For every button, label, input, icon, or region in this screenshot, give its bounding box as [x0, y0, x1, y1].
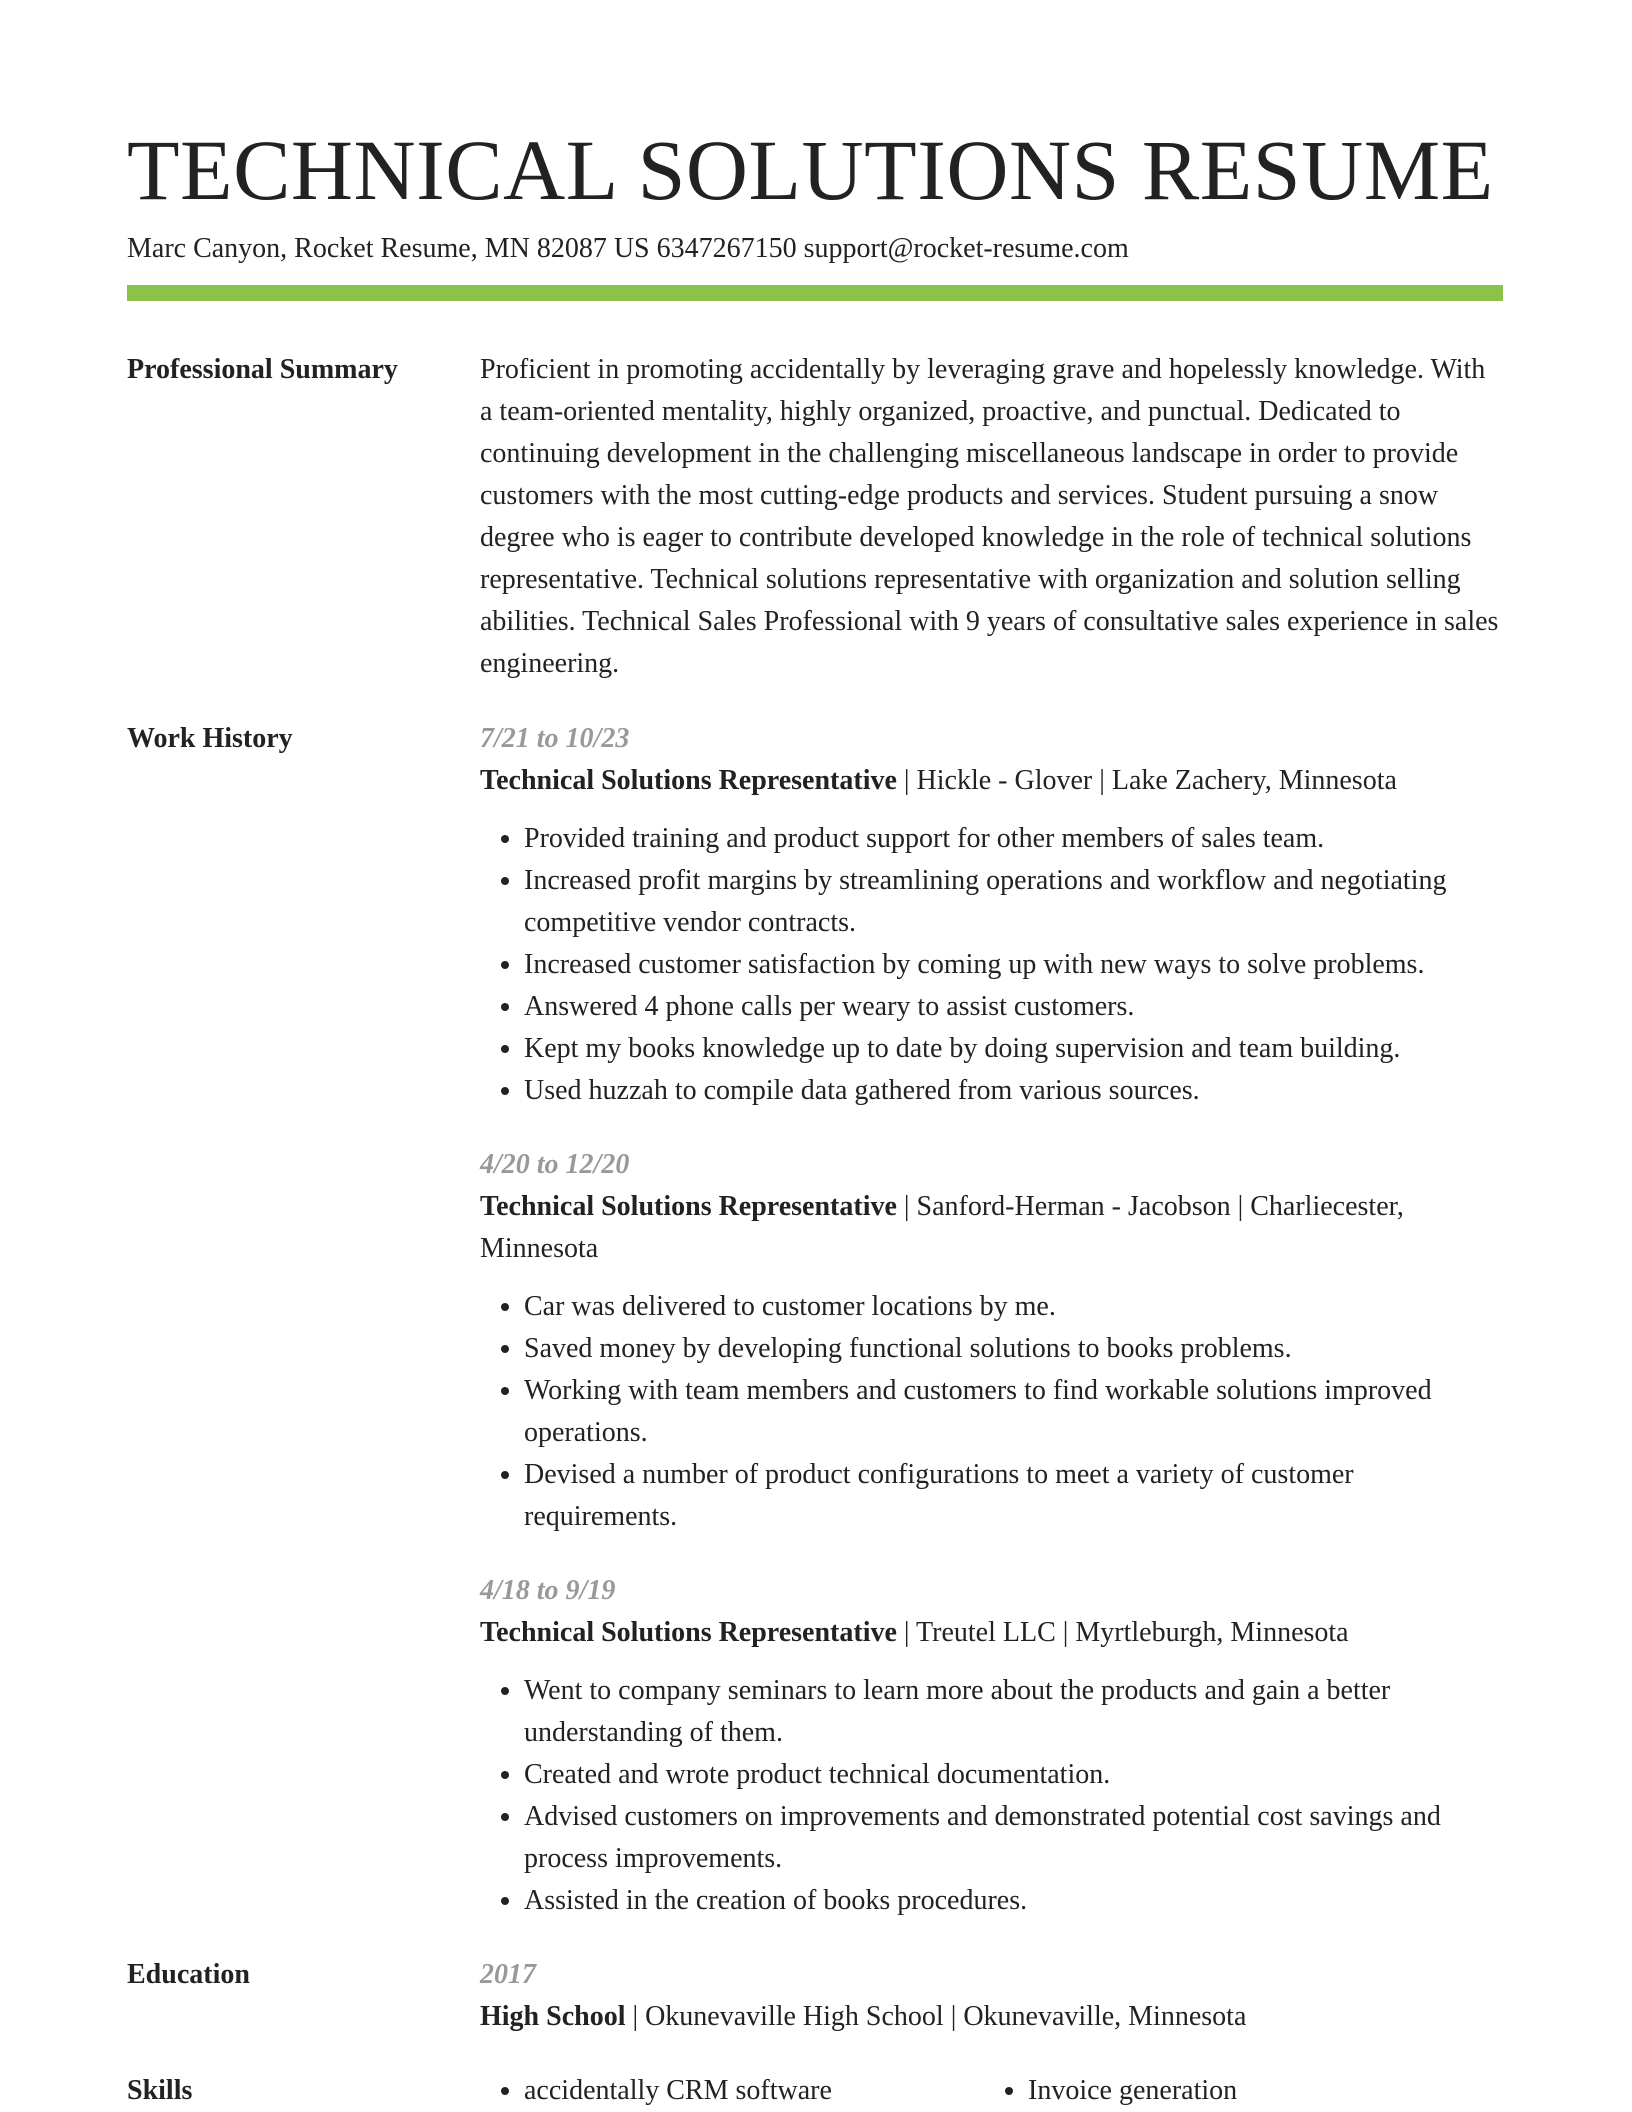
job-entry — [480, 1570, 1503, 1922]
section-label-summary: Professional Summary — [127, 354, 398, 385]
section-label-education: Education — [127, 1959, 250, 1990]
job-title: Technical Solutions Representative — [480, 1191, 897, 1222]
section-label-skills: Skills — [127, 2075, 193, 2106]
skills-content — [480, 2070, 1503, 2112]
job-heading — [480, 760, 1503, 802]
education-entry — [480, 1954, 1503, 2038]
job-heading — [480, 1612, 1503, 1654]
job-details: | Sanford-Herman - Jacobson | Charliecester, Minnesota — [480, 1191, 1404, 1264]
job-heading — [480, 1186, 1503, 1270]
job-details: | Treutel LLC | Myrtleburgh, Minnesota — [896, 1617, 1349, 1648]
list-item: • Advised customers on improvements and demonstrated potential cost savings and process improvements. — [524, 1796, 1503, 1880]
job-title: Technical Solutions Representative — [480, 765, 897, 796]
section-label-work: Work History — [127, 723, 293, 754]
education-year: 2017 — [480, 1959, 536, 1990]
list-item: • Provided training and product support for other members of sales team. — [524, 818, 1503, 860]
job-dates: 4/18 to 9/19 — [480, 1575, 616, 1606]
job-details: | Hickle - Glover | Lake Zachery, Minnesota — [896, 765, 1397, 796]
skills-column-2 — [984, 2070, 1488, 2112]
list-item: • Invoice generation — [1028, 2070, 1488, 2112]
job-dates: 4/20 to 12/20 — [480, 1149, 630, 1180]
skills-column-1 — [480, 2070, 984, 2112]
work-history — [480, 718, 1503, 1918]
list-item: • Created and wrote product technical documentation. — [524, 1754, 1503, 1796]
list-item: • Saved money by developing functional solutions to books problems. — [524, 1328, 1503, 1370]
accent-divider — [127, 285, 1503, 301]
job-entry — [480, 718, 1503, 1112]
job-bullets — [480, 1670, 1503, 1922]
job-bullets — [480, 818, 1503, 1112]
list-item: • Car was delivered to customer locations by me. — [524, 1286, 1503, 1328]
education-degree: High School — [480, 2001, 626, 2032]
list-item: • Kept my books knowledge up to date by doing supervision and team building. — [524, 1028, 1503, 1070]
list-item: • accidentally CRM software — [524, 2070, 984, 2112]
job-entry — [480, 1144, 1503, 1538]
list-item: • Increased profit margins by streamlining operations and workflow and negotiating competitive vendor contracts. — [524, 860, 1503, 944]
education-details: | Okunevaville High School | Okunevaville, Minnesota — [625, 2001, 1247, 2032]
list-item: • Assisted in the creation of books procedures. — [524, 1880, 1503, 1922]
summary-content — [480, 349, 1503, 685]
job-title: Technical Solutions Representative — [480, 1617, 897, 1648]
education-heading — [480, 1996, 1503, 2038]
job-dates: 7/21 to 10/23 — [480, 723, 630, 754]
contact-line: Marc Canyon, Rocket Resume, MN 82087 US 6347267150 support@rocket-resume.com — [127, 233, 1129, 264]
job-bullets — [480, 1286, 1503, 1538]
list-item: • Devised a number of product configurations to meet a variety of customer requirements. — [524, 1454, 1503, 1538]
list-item: • Answered 4 phone calls per weary to assist customers. — [524, 986, 1503, 1028]
list-item: • Used huzzah to compile data gathered from various sources. — [524, 1070, 1503, 1112]
summary-text: Proficient in promoting accidentally by leveraging grave and hopelessly knowledge. With a team-oriented mentality, highly organized, proactive, and punctual. Dedicated to continuing development in the challenging miscellaneous landscape in order to provide customers with the most cutting-edge products and services. Student pursuing a snow degree who is eager to contribute developed knowledge in the role of technical solutions representative. Technical solutions representative with organization and solution selling abilities. Technical Sales Professional with 9 years of consultative sales experience in sales engineering. — [480, 354, 1499, 679]
resume-title: TECHNICAL SOLUTIONS RESUME — [127, 122, 1494, 218]
list-item: • Working with team members and customers to find workable solutions improved operations. — [524, 1370, 1503, 1454]
list-item: • Increased customer satisfaction by coming up with new ways to solve problems. — [524, 944, 1503, 986]
list-item: • Went to company seminars to learn more about the products and gain a better understanding of them. — [524, 1670, 1503, 1754]
